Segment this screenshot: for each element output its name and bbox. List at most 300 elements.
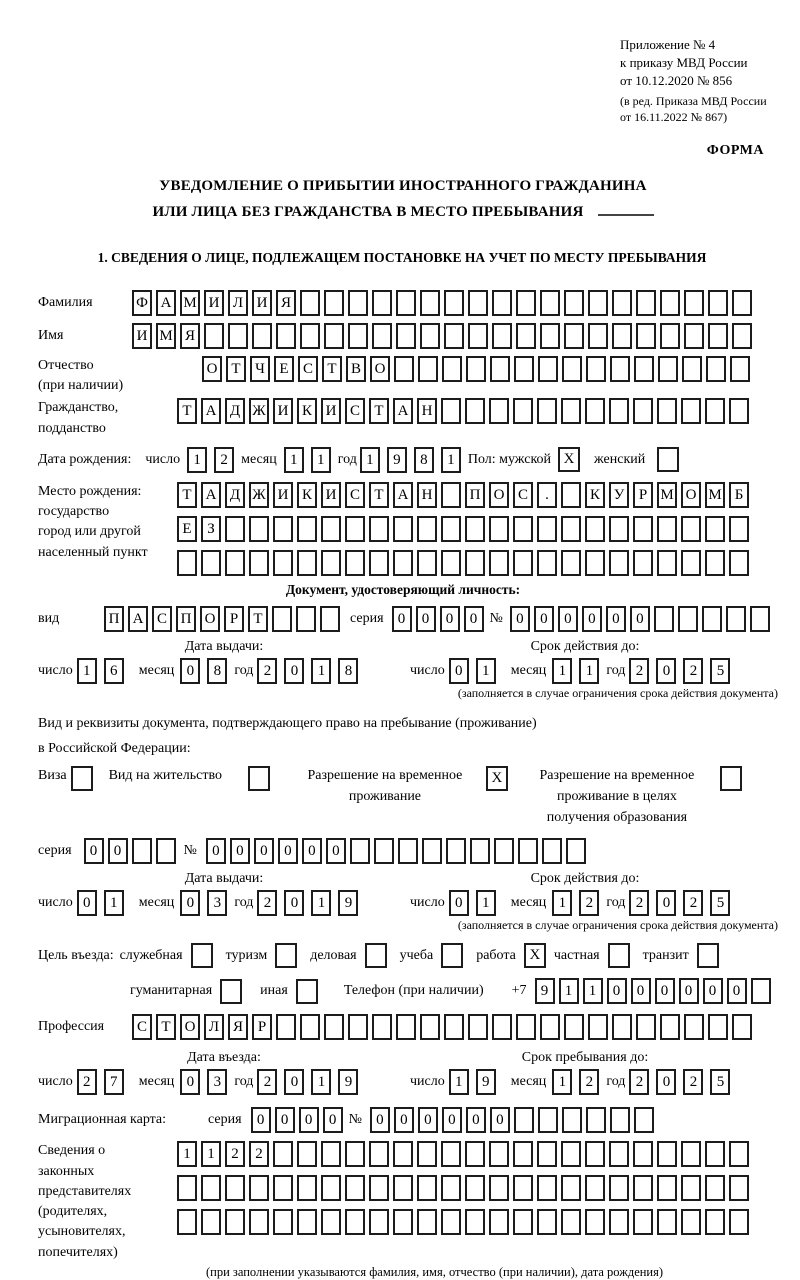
char-cell[interactable]: Т [177, 398, 197, 424]
char-cell[interactable]: 2 [257, 658, 277, 684]
char-cell[interactable] [586, 356, 606, 382]
char-cell[interactable] [372, 323, 392, 349]
char-cell[interactable]: С [345, 398, 365, 424]
char-cell[interactable]: С [152, 606, 172, 632]
char-cell[interactable]: В [346, 356, 366, 382]
char-cell[interactable]: 9 [535, 978, 555, 1004]
char-cell[interactable] [441, 482, 461, 508]
char-cell[interactable] [489, 1141, 509, 1167]
char-cell[interactable]: Т [226, 356, 246, 382]
char-cell[interactable] [321, 1141, 341, 1167]
char-cell[interactable]: 0 [370, 1107, 390, 1133]
char-cell[interactable]: 8 [338, 658, 358, 684]
char-cell[interactable]: 2 [257, 890, 277, 916]
char-cell[interactable] [417, 1209, 437, 1235]
char-cell[interactable] [273, 550, 293, 576]
char-cell[interactable]: 0 [727, 978, 747, 1004]
char-cell[interactable] [729, 1175, 749, 1201]
char-cell[interactable]: П [465, 482, 485, 508]
char-cell[interactable] [540, 1014, 560, 1040]
char-cell[interactable]: 0 [302, 838, 322, 864]
char-cell[interactable] [633, 1209, 653, 1235]
char-cell[interactable] [465, 550, 485, 576]
char-cell[interactable]: 0 [278, 838, 298, 864]
char-cell[interactable] [633, 516, 653, 542]
char-cell[interactable] [564, 290, 584, 316]
char-cell[interactable]: 0 [108, 838, 128, 864]
char-cell[interactable]: 1 [552, 890, 572, 916]
char-cell[interactable]: Б [729, 482, 749, 508]
char-cell[interactable]: Т [248, 606, 268, 632]
char-cell[interactable]: Н [417, 398, 437, 424]
char-cell[interactable] [441, 1175, 461, 1201]
char-cell[interactable]: П [176, 606, 196, 632]
char-cell[interactable] [468, 290, 488, 316]
char-cell[interactable] [636, 323, 656, 349]
char-cell[interactable]: 1 [552, 1069, 572, 1095]
char-cell[interactable] [492, 290, 512, 316]
char-cell[interactable] [494, 838, 514, 864]
char-cell[interactable]: А [156, 290, 176, 316]
char-cell[interactable]: 5 [710, 890, 730, 916]
char-cell[interactable] [320, 606, 340, 632]
char-cell[interactable] [585, 516, 605, 542]
char-cell[interactable] [297, 1209, 317, 1235]
char-cell[interactable] [369, 550, 389, 576]
char-cell[interactable] [249, 1175, 269, 1201]
char-cell[interactable] [441, 398, 461, 424]
temporary-residence-education-checkbox[interactable] [720, 766, 742, 791]
char-cell[interactable]: 0 [206, 838, 226, 864]
char-cell[interactable]: 0 [284, 890, 304, 916]
char-cell[interactable] [609, 1209, 629, 1235]
char-cell[interactable]: М [180, 290, 200, 316]
char-cell[interactable]: 0 [84, 838, 104, 864]
char-cell[interactable]: И [321, 398, 341, 424]
purpose-private-checkbox[interactable] [608, 943, 630, 968]
char-cell[interactable]: 9 [338, 890, 358, 916]
char-cell[interactable] [729, 516, 749, 542]
char-cell[interactable]: 0 [655, 978, 675, 1004]
char-cell[interactable] [585, 1209, 605, 1235]
char-cell[interactable] [678, 606, 698, 632]
char-cell[interactable]: Р [252, 1014, 272, 1040]
char-cell[interactable]: 8 [414, 447, 434, 473]
char-cell[interactable] [537, 1209, 557, 1235]
char-cell[interactable]: 2 [629, 890, 649, 916]
char-cell[interactable] [654, 606, 674, 632]
char-cell[interactable] [681, 398, 701, 424]
char-cell[interactable]: Т [369, 482, 389, 508]
char-cell[interactable]: 0 [656, 890, 676, 916]
char-cell[interactable] [561, 482, 581, 508]
char-cell[interactable]: 3 [207, 890, 227, 916]
char-cell[interactable]: С [132, 1014, 152, 1040]
char-cell[interactable]: А [201, 398, 221, 424]
char-cell[interactable]: К [585, 482, 605, 508]
char-cell[interactable] [252, 323, 272, 349]
char-cell[interactable] [657, 1141, 677, 1167]
char-cell[interactable] [729, 1141, 749, 1167]
char-cell[interactable] [660, 323, 680, 349]
char-cell[interactable] [374, 838, 394, 864]
char-cell[interactable]: К [297, 482, 317, 508]
char-cell[interactable] [516, 290, 536, 316]
char-cell[interactable] [561, 1175, 581, 1201]
char-cell[interactable] [537, 1175, 557, 1201]
char-cell[interactable] [417, 550, 437, 576]
char-cell[interactable] [393, 550, 413, 576]
char-cell[interactable]: 7 [104, 1069, 124, 1095]
char-cell[interactable] [441, 516, 461, 542]
char-cell[interactable]: Л [204, 1014, 224, 1040]
char-cell[interactable] [324, 323, 344, 349]
char-cell[interactable] [705, 550, 725, 576]
char-cell[interactable] [396, 323, 416, 349]
char-cell[interactable] [538, 356, 558, 382]
char-cell[interactable] [201, 1209, 221, 1235]
char-cell[interactable] [588, 1014, 608, 1040]
char-cell[interactable]: М [156, 323, 176, 349]
purpose-transit-checkbox[interactable] [697, 943, 719, 968]
char-cell[interactable] [489, 1209, 509, 1235]
char-cell[interactable] [465, 1141, 485, 1167]
char-cell[interactable] [657, 516, 677, 542]
char-cell[interactable] [420, 290, 440, 316]
char-cell[interactable] [612, 1014, 632, 1040]
char-cell[interactable]: Е [274, 356, 294, 382]
char-cell[interactable] [518, 838, 538, 864]
char-cell[interactable] [681, 516, 701, 542]
char-cell[interactable]: 1 [311, 447, 331, 473]
char-cell[interactable] [204, 323, 224, 349]
char-cell[interactable] [609, 1175, 629, 1201]
char-cell[interactable] [612, 290, 632, 316]
char-cell[interactable] [609, 1141, 629, 1167]
char-cell[interactable] [489, 550, 509, 576]
char-cell[interactable] [465, 516, 485, 542]
char-cell[interactable]: 2 [214, 447, 234, 473]
char-cell[interactable]: 5 [710, 1069, 730, 1095]
char-cell[interactable] [393, 1141, 413, 1167]
char-cell[interactable] [682, 356, 702, 382]
char-cell[interactable] [345, 516, 365, 542]
char-cell[interactable]: И [132, 323, 152, 349]
char-cell[interactable] [350, 838, 370, 864]
char-cell[interactable] [588, 323, 608, 349]
char-cell[interactable] [561, 516, 581, 542]
char-cell[interactable]: 2 [683, 890, 703, 916]
char-cell[interactable] [729, 1209, 749, 1235]
char-cell[interactable] [249, 516, 269, 542]
char-cell[interactable]: А [201, 482, 221, 508]
char-cell[interactable] [276, 1014, 296, 1040]
char-cell[interactable] [489, 516, 509, 542]
char-cell[interactable]: 0 [284, 1069, 304, 1095]
char-cell[interactable]: 1 [583, 978, 603, 1004]
char-cell[interactable]: О [200, 606, 220, 632]
char-cell[interactable] [276, 323, 296, 349]
char-cell[interactable] [418, 356, 438, 382]
char-cell[interactable]: 9 [476, 1069, 496, 1095]
char-cell[interactable] [609, 398, 629, 424]
char-cell[interactable] [465, 398, 485, 424]
char-cell[interactable] [156, 838, 176, 864]
char-cell[interactable] [321, 516, 341, 542]
purpose-official-checkbox[interactable] [191, 943, 213, 968]
char-cell[interactable] [300, 290, 320, 316]
char-cell[interactable] [372, 1014, 392, 1040]
char-cell[interactable]: О [681, 482, 701, 508]
char-cell[interactable] [348, 323, 368, 349]
purpose-study-checkbox[interactable] [441, 943, 463, 968]
char-cell[interactable] [657, 1175, 677, 1201]
char-cell[interactable] [249, 550, 269, 576]
char-cell[interactable]: 0 [440, 606, 460, 632]
char-cell[interactable] [588, 290, 608, 316]
char-cell[interactable] [660, 1014, 680, 1040]
char-cell[interactable]: Т [177, 482, 197, 508]
char-cell[interactable]: О [489, 482, 509, 508]
char-cell[interactable] [420, 1014, 440, 1040]
sex-male-checkbox[interactable]: X [558, 447, 580, 472]
char-cell[interactable] [708, 323, 728, 349]
char-cell[interactable] [465, 1175, 485, 1201]
char-cell[interactable] [610, 356, 630, 382]
char-cell[interactable] [729, 550, 749, 576]
char-cell[interactable] [225, 1209, 245, 1235]
char-cell[interactable]: 2 [579, 890, 599, 916]
char-cell[interactable]: И [204, 290, 224, 316]
char-cell[interactable]: 1 [441, 447, 461, 473]
char-cell[interactable] [708, 290, 728, 316]
char-cell[interactable]: Т [322, 356, 342, 382]
char-cell[interactable]: 0 [582, 606, 602, 632]
char-cell[interactable] [513, 1209, 533, 1235]
char-cell[interactable] [420, 323, 440, 349]
char-cell[interactable] [681, 550, 701, 576]
purpose-work-checkbox[interactable]: X [524, 943, 546, 968]
char-cell[interactable]: 0 [299, 1107, 319, 1133]
char-cell[interactable]: Е [177, 516, 197, 542]
char-cell[interactable] [658, 356, 678, 382]
char-cell[interactable]: С [298, 356, 318, 382]
char-cell[interactable]: О [202, 356, 222, 382]
char-cell[interactable]: 2 [77, 1069, 97, 1095]
char-cell[interactable] [513, 550, 533, 576]
char-cell[interactable] [513, 1141, 533, 1167]
char-cell[interactable]: 2 [629, 658, 649, 684]
char-cell[interactable]: Ж [249, 398, 269, 424]
char-cell[interactable] [396, 290, 416, 316]
char-cell[interactable]: 8 [207, 658, 227, 684]
char-cell[interactable]: О [370, 356, 390, 382]
char-cell[interactable] [489, 398, 509, 424]
char-cell[interactable]: 1 [201, 1141, 221, 1167]
char-cell[interactable] [490, 356, 510, 382]
char-cell[interactable]: Я [228, 1014, 248, 1040]
char-cell[interactable] [684, 1014, 704, 1040]
char-cell[interactable]: 0 [679, 978, 699, 1004]
char-cell[interactable]: И [273, 398, 293, 424]
char-cell[interactable] [422, 838, 442, 864]
char-cell[interactable] [706, 356, 726, 382]
char-cell[interactable] [225, 516, 245, 542]
char-cell[interactable]: 1 [476, 658, 496, 684]
char-cell[interactable]: Я [276, 290, 296, 316]
char-cell[interactable]: 0 [442, 1107, 462, 1133]
char-cell[interactable] [441, 550, 461, 576]
char-cell[interactable]: И [321, 482, 341, 508]
char-cell[interactable]: 1 [284, 447, 304, 473]
char-cell[interactable] [516, 1014, 536, 1040]
char-cell[interactable]: А [128, 606, 148, 632]
char-cell[interactable] [585, 1141, 605, 1167]
char-cell[interactable] [705, 398, 725, 424]
char-cell[interactable] [684, 323, 704, 349]
char-cell[interactable] [660, 290, 680, 316]
char-cell[interactable] [470, 838, 490, 864]
purpose-other-checkbox[interactable] [296, 979, 318, 1004]
char-cell[interactable]: 0 [464, 606, 484, 632]
char-cell[interactable] [537, 516, 557, 542]
char-cell[interactable] [228, 323, 248, 349]
char-cell[interactable] [297, 550, 317, 576]
char-cell[interactable]: 5 [710, 658, 730, 684]
char-cell[interactable] [726, 606, 746, 632]
char-cell[interactable] [273, 1175, 293, 1201]
char-cell[interactable] [705, 1141, 725, 1167]
char-cell[interactable] [492, 323, 512, 349]
char-cell[interactable]: 0 [251, 1107, 271, 1133]
char-cell[interactable]: 3 [207, 1069, 227, 1095]
char-cell[interactable] [441, 1141, 461, 1167]
char-cell[interactable]: Т [369, 398, 389, 424]
char-cell[interactable]: О [180, 1014, 200, 1040]
char-cell[interactable] [585, 398, 605, 424]
char-cell[interactable]: 0 [416, 606, 436, 632]
char-cell[interactable]: 0 [418, 1107, 438, 1133]
char-cell[interactable] [681, 1141, 701, 1167]
char-cell[interactable] [417, 516, 437, 542]
char-cell[interactable]: 6 [104, 658, 124, 684]
char-cell[interactable] [132, 838, 152, 864]
char-cell[interactable]: Ф [132, 290, 152, 316]
char-cell[interactable] [708, 1014, 728, 1040]
char-cell[interactable] [684, 290, 704, 316]
char-cell[interactable] [729, 398, 749, 424]
char-cell[interactable] [657, 1209, 677, 1235]
char-cell[interactable] [540, 323, 560, 349]
char-cell[interactable] [177, 550, 197, 576]
char-cell[interactable]: 0 [180, 658, 200, 684]
char-cell[interactable] [300, 323, 320, 349]
char-cell[interactable] [321, 1175, 341, 1201]
char-cell[interactable] [321, 1209, 341, 1235]
char-cell[interactable]: 2 [683, 658, 703, 684]
char-cell[interactable]: 0 [656, 658, 676, 684]
char-cell[interactable]: 1 [360, 447, 380, 473]
char-cell[interactable]: И [273, 482, 293, 508]
char-cell[interactable] [297, 1141, 317, 1167]
char-cell[interactable] [657, 398, 677, 424]
char-cell[interactable]: Л [228, 290, 248, 316]
char-cell[interactable] [585, 1175, 605, 1201]
char-cell[interactable]: И [252, 290, 272, 316]
char-cell[interactable]: 1 [311, 1069, 331, 1095]
char-cell[interactable]: У [609, 482, 629, 508]
char-cell[interactable] [417, 1175, 437, 1201]
char-cell[interactable] [444, 323, 464, 349]
char-cell[interactable]: С [345, 482, 365, 508]
char-cell[interactable]: З [201, 516, 221, 542]
char-cell[interactable] [657, 550, 677, 576]
char-cell[interactable] [561, 1141, 581, 1167]
char-cell[interactable]: 1 [552, 658, 572, 684]
char-cell[interactable] [466, 356, 486, 382]
char-cell[interactable]: 1 [104, 890, 124, 916]
char-cell[interactable] [345, 550, 365, 576]
char-cell[interactable] [492, 1014, 512, 1040]
char-cell[interactable]: 0 [703, 978, 723, 1004]
char-cell[interactable] [586, 1107, 606, 1133]
char-cell[interactable] [398, 838, 418, 864]
char-cell[interactable]: 0 [449, 890, 469, 916]
char-cell[interactable]: 1 [187, 447, 207, 473]
char-cell[interactable]: 0 [254, 838, 274, 864]
char-cell[interactable] [537, 550, 557, 576]
char-cell[interactable]: 0 [284, 658, 304, 684]
char-cell[interactable] [273, 1141, 293, 1167]
char-cell[interactable] [610, 1107, 630, 1133]
char-cell[interactable]: А [393, 398, 413, 424]
char-cell[interactable] [348, 290, 368, 316]
char-cell[interactable] [372, 290, 392, 316]
char-cell[interactable]: 0 [490, 1107, 510, 1133]
char-cell[interactable]: 0 [534, 606, 554, 632]
char-cell[interactable]: 0 [558, 606, 578, 632]
char-cell[interactable] [273, 1209, 293, 1235]
char-cell[interactable] [612, 323, 632, 349]
char-cell[interactable]: Н [417, 482, 437, 508]
char-cell[interactable]: М [657, 482, 677, 508]
char-cell[interactable] [513, 516, 533, 542]
char-cell[interactable] [634, 1107, 654, 1133]
char-cell[interactable] [300, 1014, 320, 1040]
char-cell[interactable]: 0 [180, 890, 200, 916]
char-cell[interactable]: 2 [249, 1141, 269, 1167]
char-cell[interactable] [468, 323, 488, 349]
char-cell[interactable] [201, 1175, 221, 1201]
residence-permit-checkbox[interactable] [248, 766, 270, 791]
purpose-business-checkbox[interactable] [365, 943, 387, 968]
char-cell[interactable]: М [705, 482, 725, 508]
char-cell[interactable] [249, 1209, 269, 1235]
char-cell[interactable]: 2 [579, 1069, 599, 1095]
char-cell[interactable]: 2 [629, 1069, 649, 1095]
char-cell[interactable]: С [513, 482, 533, 508]
char-cell[interactable]: К [297, 398, 317, 424]
char-cell[interactable] [444, 290, 464, 316]
char-cell[interactable] [441, 1209, 461, 1235]
char-cell[interactable]: . [537, 482, 557, 508]
char-cell[interactable] [369, 516, 389, 542]
char-cell[interactable] [465, 1209, 485, 1235]
char-cell[interactable]: Р [224, 606, 244, 632]
char-cell[interactable]: Д [225, 398, 245, 424]
char-cell[interactable]: 0 [466, 1107, 486, 1133]
char-cell[interactable] [273, 516, 293, 542]
